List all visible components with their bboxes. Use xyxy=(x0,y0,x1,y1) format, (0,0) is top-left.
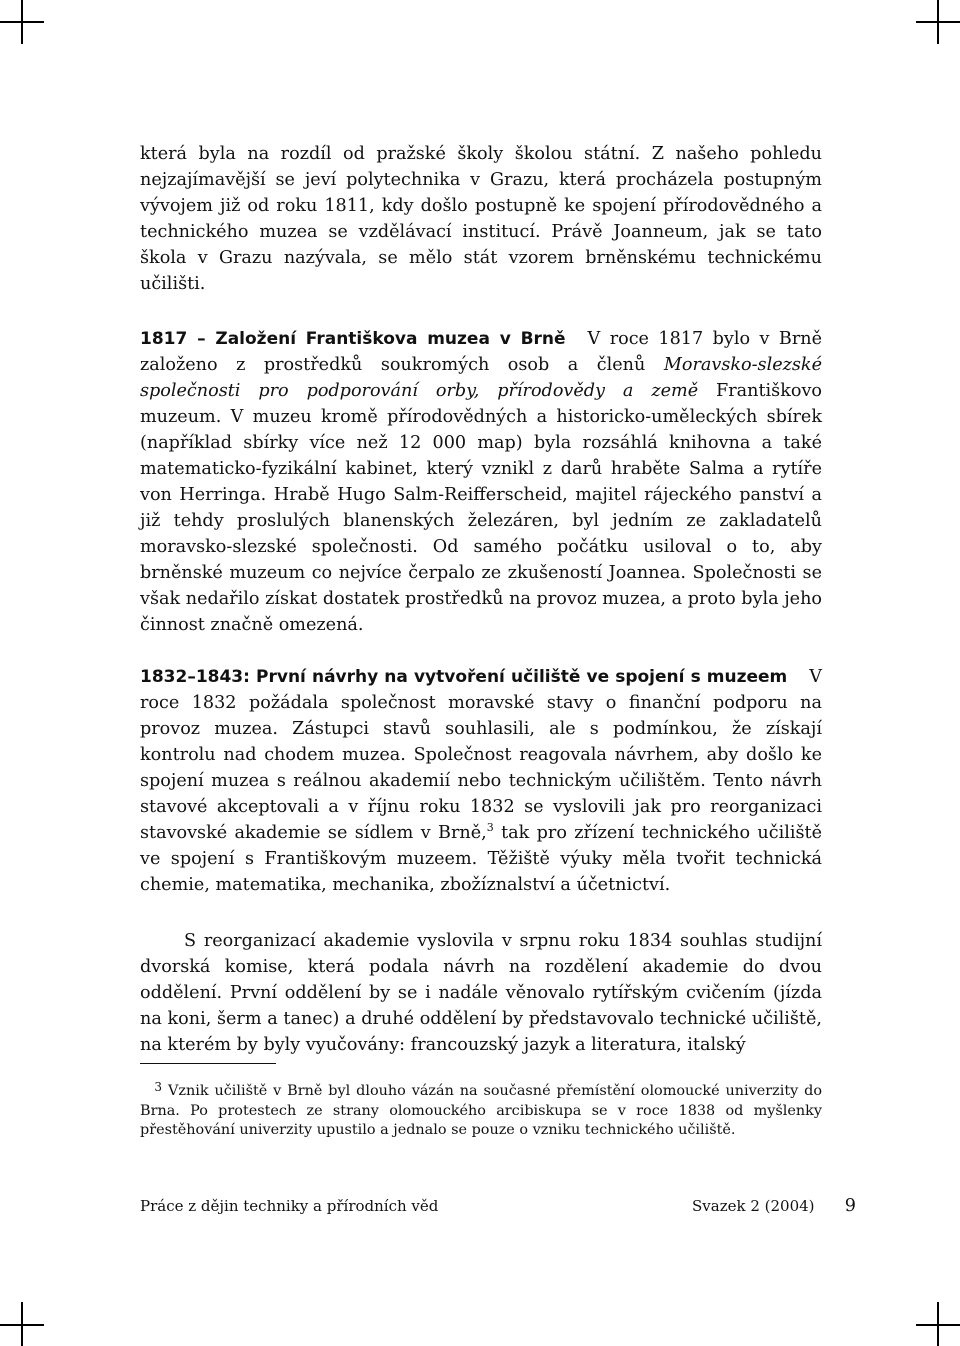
footnote-text: Vznik učiliště v Brně byl dlouho vázán na současné přemístění olomoucké univerzity do Brna. Po protestech ze strany olomouckého arcibiskupa se v roce 1838 od myšlenky přestěhování univerzity upustilo a jednalo se pouze o vzniku technického učiliště. xyxy=(140,1083,822,1138)
section-1832-text-b: tak pro zřízení technického učiliště ve spojení s Františkovým muzeem. Těžiště výuky měla tvořit technická chemie, matematika, mechanika, zbožíznalství a účetnictví. xyxy=(140,823,822,895)
crop-mark-bottom-left-v xyxy=(21,1302,23,1346)
section-1817-text-b: Františkovo muzeum. V muzeu kromě přírodovědných a historicko-uměleckých sbírek (například sbírky více než 12 000 map) byla rozsáhlá knihovna a také matematicko-fyzikální kabinet, který vznikl z darů hraběte Salma a rytíře von Herringa. Hrabě Hugo Salm-Reifferscheid, majitel rájeckého panství a již tehdy proslulých blanenských železáren, byl jedním ze zakladatelů moravsko-slezské společnosti. Od samého počátku usiloval o to, aby brněnské muzeum co nejvíce čerpalo ze zkušeností Joannea. Společnosti se však nedařilo získat dostatek prostředků na provoz muzea, a proto byla jeho činnost značně omezená. xyxy=(140,381,822,635)
crop-mark-top-right-v xyxy=(937,0,939,44)
footnote-number: 3 xyxy=(154,1080,162,1094)
footnote xyxy=(140,1078,822,1141)
section-1832-text-a: V roce 1832 požádala společnost moravské stavy o finanční podporu na provoz muzea. Zástupci stavů souhlasili, ale s podmínkou, že získají kontrolu nad chodem muzea. Společnost reagovala návrhem, aby došlo ke spojení muzea s reálnou akademií nebo technickým učilištěm. Tento návrh stavové akceptovali a v říjnu roku 1832 se vyslovili jak pro reorganizaci stavovské akademie se sídlem v Brně, xyxy=(140,667,822,843)
page-number: 9 xyxy=(844,1196,856,1216)
footnote-reference[interactable]: 3 xyxy=(486,821,494,835)
crop-mark-top-left-v xyxy=(21,0,23,44)
crop-mark-bottom-right-v xyxy=(937,1302,939,1346)
section-1817 xyxy=(140,326,822,638)
page-footer xyxy=(140,1194,856,1218)
volume-label: Svazek 2 (2004) xyxy=(692,1197,815,1215)
footnote-rule xyxy=(140,1063,276,1064)
paragraph-graz-joanneum: která byla na rozdíl od pražské školy školou státní. Z našeho pohledu nejzajímavější se jeví polytechnika v Grazu, která procházela postupným vývojem již od roku 1811, kdy došlo postupně ke spojení přírodovědného a technického muzea se vzdělávací institucí. Právě Joanneum, jak se tato škola v Grazu nazývala, se mělo stát vzorem brněnskému technickému učilišti. xyxy=(140,144,822,294)
paragraph-reorganization: S reorganizací akademie vyslovila v srpnu roku 1834 souhlas studijní dvorská komise, která podala návrh na rozdělení akademie do dvou oddělení. První oddělení by se i nadále věnovalo rytířským cvičením (jízda na koni, šerm a tanec) a druhé oddělení by představovalo technické učiliště, na kterém by byly vyučovány: francouzský jazyk a literatura, italský xyxy=(140,931,822,1055)
section-1817-text-a: V roce 1817 bylo v Brně založeno z prostředků soukromých osob a členů xyxy=(140,329,822,375)
section-1832-1843 xyxy=(140,664,822,898)
section-1817-heading: 1817 – Založení Františkova muzea v Brně xyxy=(140,329,566,349)
journal-title: Práce z dějin techniky a přírodních věd xyxy=(140,1197,439,1215)
society-name: Moravsko-slezské společnosti pro podporování orby, přírodovědy a země xyxy=(140,355,822,401)
section-1832-heading: 1832–1843: První návrhy na vytvoření učiliště ve spojení s muzeem xyxy=(140,667,788,687)
